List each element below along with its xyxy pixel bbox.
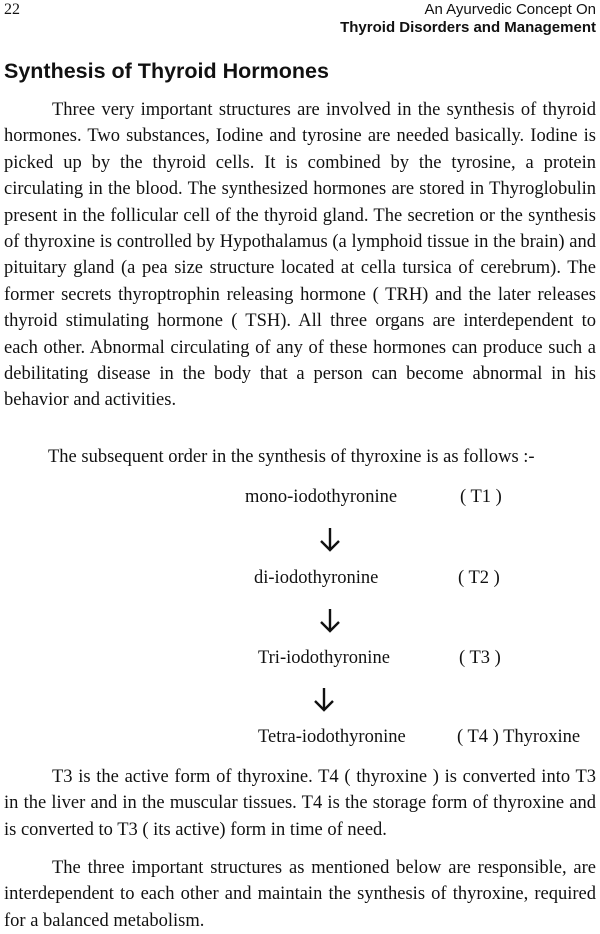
section-heading: Synthesis of Thyroid Hormones bbox=[4, 59, 329, 83]
down-arrow-icon bbox=[319, 608, 341, 634]
sequence-step-name: Tetra-iodothyronine bbox=[258, 727, 406, 747]
paragraph-three-structures: The three important structures as mentioned below are responsible, are interdependent to each other and maintain the synthesis of thyroxine, required for a balanced metabolism. bbox=[4, 858, 596, 931]
sequence-step-code: ( T4 ) Thyroxine bbox=[457, 727, 581, 747]
paragraph-sequence-intro: The subsequent order in the synthesis of thyroxine is as follows :- bbox=[48, 447, 535, 467]
sequence-step-code: ( T3 ) bbox=[459, 648, 501, 668]
down-arrow-icon bbox=[319, 527, 341, 553]
sequence-step-name: Tri-iodothyronine bbox=[258, 648, 390, 668]
book-title bbox=[340, 1, 596, 37]
synthesis-sequence bbox=[0, 480, 600, 750]
paragraph-synthesis-overview: Three very important structures are involved in the synthesis of thyroid hormones. Two substances, Iodine and tyrosine are needed basically. Iodine is picked up by the thyroid cells. It is combined by the tyrosine, a protein circulating in the blood. The synthesized hormones are stored in Thyroglobulin present in the follicular cell of the thyroid gland. The secretion or the synthesis of thyroxine is controlled by Hypothalamus (a lymphoid tissue in the brain) and pituitary gland (a pea size structure located at cella tursica of cerebrum). The former secrets thyroptrophin releasing hormone ( TRH) and the later releases thyroid stimulating hormone ( TSH). All three organs are interdependent to each other. Abnormal circulating of any of these hormones can produce such a debilitating disease in the body that a person can become abnormal in his behavior and activities. bbox=[4, 100, 596, 411]
sequence-step-name: mono-iodothyronine bbox=[245, 487, 398, 507]
book-title-line-2: Thyroid Disorders and Management bbox=[340, 19, 596, 36]
sequence-step-code: ( T2 ) bbox=[458, 568, 500, 588]
book-title-line-1: An Ayurvedic Concept On bbox=[424, 1, 596, 18]
sequence-step-name: di-iodothyronine bbox=[254, 568, 379, 588]
running-header bbox=[0, 0, 600, 40]
paragraph-t3-t4-conversion: T3 is the active form of thyroxine. T4 ( thyroxine ) is converted into T3 in the liver and in the muscular tissues. T4 is the storage form of thyroxine and is converted to T3 ( its active) form in time of need. bbox=[4, 767, 596, 840]
sequence-step-code: ( T1 ) bbox=[460, 487, 502, 507]
down-arrow-icon bbox=[313, 687, 335, 713]
page-number: 22 bbox=[4, 1, 20, 18]
